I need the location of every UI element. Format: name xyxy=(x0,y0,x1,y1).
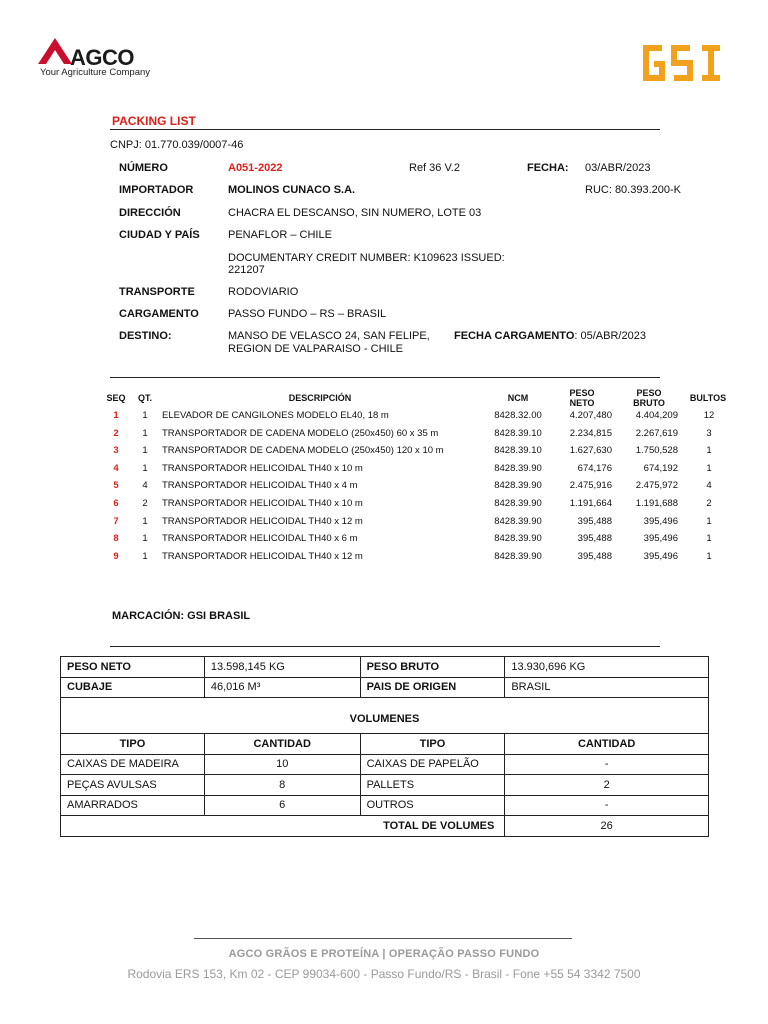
item-ncm: 8428.39.90 xyxy=(494,462,542,474)
volume-qty: 2 xyxy=(505,775,709,796)
volume-qty: - xyxy=(505,754,709,775)
footer-address: Rodovia ERS 153, Km 02 - CEP 99034-600 - Passo Fundo/RS - Brasil - Fone +55 54 3342 7500 xyxy=(127,967,641,981)
importador-value: MOLINOS CUNACO S.A. xyxy=(228,184,356,196)
peso-neto-value: 13.598,145 KG xyxy=(204,657,360,678)
direccion-label: DIRECCIÓN xyxy=(119,207,181,219)
volume-row xyxy=(61,754,709,775)
item-description: TRANSPORTADOR DE CADENA MODELO (250x450) 120 x 10 m xyxy=(162,445,444,457)
volumenes-row xyxy=(61,698,709,734)
item-seq: 2 xyxy=(113,427,119,439)
item-qty: 1 xyxy=(142,515,148,527)
col-ncm-header: NCM xyxy=(507,393,529,403)
cargamento-label: CARGAMENTO xyxy=(119,308,199,320)
item-description: TRANSPORTADOR DE CADENA MODELO (250x450) 60 x 35 m xyxy=(162,427,439,439)
item-ncm: 8428.39.90 xyxy=(494,498,542,509)
volume-type: PEÇAS AVULSAS xyxy=(61,775,205,796)
item-ncm: 8428.39.10 xyxy=(494,427,542,439)
item-ncm: 8428.39.90 xyxy=(494,533,542,545)
item-peso-neto: 1.627,630 xyxy=(569,445,612,457)
item-bultos: 4 xyxy=(706,480,712,492)
item-peso-bruto: 395,496 xyxy=(643,533,678,545)
item-peso-bruto: 4.404,209 xyxy=(635,410,678,421)
col-peso-bruto-header xyxy=(627,388,671,408)
item-peso-neto: 395,488 xyxy=(577,515,612,527)
importador-label: IMPORTADOR xyxy=(119,184,194,196)
item-qty: 1 xyxy=(142,533,148,545)
item-bultos: 1 xyxy=(706,550,712,562)
item-ncm: 8428.39.10 xyxy=(494,445,542,457)
volume-row xyxy=(61,775,709,796)
transporte-label: TRANSPORTE xyxy=(119,286,195,298)
peso-bruto-value: 13.930,696 KG xyxy=(505,657,709,678)
summary-table xyxy=(60,656,709,837)
item-peso-neto: 1.191,664 xyxy=(569,498,612,509)
item-peso-bruto: 2.267,619 xyxy=(635,427,678,439)
peso-neto-label: PESO NETO xyxy=(61,657,205,678)
volume-type: CAIXAS DE MADEIRA xyxy=(61,754,205,775)
marcacion: MARCACIÓN: GSI BRASIL xyxy=(112,610,251,622)
marcacion-divider xyxy=(110,646,660,647)
ref-value: Ref 36 V.2 xyxy=(409,162,460,174)
cnpj: CNPJ: 01.770.039/0007-46 xyxy=(110,139,244,151)
ciudad-value: PENAFLOR – CHILE xyxy=(228,229,332,241)
item-ncm: 8428.39.90 xyxy=(494,515,542,527)
volume-qty: 8 xyxy=(204,775,360,796)
item-description: TRANSPORTADOR HELICOIDAL TH40 x 10 m xyxy=(162,462,363,474)
item-bultos: 12 xyxy=(703,410,715,421)
volume-type: CAIXAS DE PAPELÃO xyxy=(360,754,505,775)
fecha-cargamento-label: FECHA CARGAMENTO xyxy=(454,330,575,342)
fecha-value: 03/ABR/2023 xyxy=(585,162,651,174)
item-description: TRANSPORTADOR HELICOIDAL TH40 x 4 m xyxy=(162,480,358,492)
item-description: TRANSPORTADOR HELICOIDAL TH40 x 12 m xyxy=(162,550,363,562)
volumenes-title: VOLUMENES xyxy=(61,698,709,734)
direccion-value: CHACRA EL DESCANSO, SIN NUMERO, LOTE 03 xyxy=(228,207,482,219)
summary-row xyxy=(61,657,709,678)
footer-company: AGCO GRÃOS E PROTEÍNA | OPERAÇÃO PASSO FUNDO xyxy=(228,948,540,960)
volume-qty: - xyxy=(505,795,709,816)
item-seq: 8 xyxy=(113,533,119,545)
tipo-header-1: TIPO xyxy=(61,734,205,755)
item-qty: 1 xyxy=(142,427,148,439)
item-peso-neto: 674,176 xyxy=(577,462,612,474)
item-qty: 1 xyxy=(142,462,148,474)
volume-type: AMARRADOS xyxy=(61,795,205,816)
peso-bruto-label: PESO BRUTO xyxy=(360,657,505,678)
item-seq: 1 xyxy=(113,410,119,421)
total-label: TOTAL DE VOLUMES xyxy=(61,816,505,837)
item-peso-neto: 395,488 xyxy=(577,533,612,545)
transporte-value: RODOVIARIO xyxy=(228,286,299,298)
item-peso-bruto: 395,496 xyxy=(643,515,678,527)
col-seq-header: SEQ xyxy=(106,393,126,403)
agco-triangle-logo-icon xyxy=(38,38,72,64)
item-qty: 1 xyxy=(142,445,148,457)
page-title: PACKING LIST xyxy=(112,114,196,128)
fecha-label: FECHA: xyxy=(527,162,569,174)
item-seq: 5 xyxy=(113,480,119,492)
item-bultos: 1 xyxy=(706,533,712,545)
volume-type: PALLETS xyxy=(360,775,505,796)
pais-label: PAIS DE ORIGEN xyxy=(360,677,505,698)
fecha-cargamento-value: : 05/ABR/2023 xyxy=(574,330,646,342)
item-peso-bruto: 674,192 xyxy=(643,462,678,474)
destino-label: DESTINO: xyxy=(119,330,172,342)
item-description: TRANSPORTADOR HELICOIDAL TH40 x 12 m xyxy=(162,515,363,527)
destino-line1: MANSO DE VELASCO 24, SAN FELIPE, xyxy=(228,330,430,342)
col-peso-bruto-line2: BRUTO xyxy=(633,398,665,408)
item-peso-neto: 4.207,480 xyxy=(569,410,612,421)
item-bultos: 2 xyxy=(706,498,712,509)
ruc-value: RUC: 80.393.200-K xyxy=(585,184,681,196)
item-seq: 9 xyxy=(113,550,119,562)
title-divider xyxy=(110,129,660,130)
col-bultos-header: BULTOS xyxy=(689,393,727,403)
item-bultos: 1 xyxy=(706,462,712,474)
item-qty: 1 xyxy=(142,410,148,421)
item-peso-bruto: 1.750,528 xyxy=(635,445,678,457)
item-qty: 4 xyxy=(142,480,148,492)
info-divider xyxy=(110,377,660,378)
item-description: TRANSPORTADOR HELICOIDAL TH40 x 6 m xyxy=(162,533,358,545)
item-seq: 7 xyxy=(113,515,119,527)
col-peso-neto-line2: NETO xyxy=(569,398,595,408)
item-qty: 2 xyxy=(142,498,148,509)
item-peso-bruto: 1.191,688 xyxy=(635,498,678,509)
item-ncm: 8428.39.90 xyxy=(494,550,542,562)
item-peso-bruto: 395,496 xyxy=(643,550,678,562)
item-seq: 4 xyxy=(113,462,119,474)
item-ncm: 8428.32.00 xyxy=(494,410,542,421)
col-peso-bruto-line1: PESO xyxy=(636,388,662,398)
item-seq: 6 xyxy=(113,498,119,509)
volume-type: OUTROS xyxy=(360,795,505,816)
pais-value: BRASIL xyxy=(505,677,709,698)
cantidad-header-2: CANTIDAD xyxy=(505,734,709,755)
col-desc-header: DESCRIPCIÓN xyxy=(288,393,352,403)
item-qty: 1 xyxy=(142,550,148,562)
numero-value: A051-2022 xyxy=(228,162,283,174)
item-peso-neto: 395,488 xyxy=(577,550,612,562)
agco-tagline: Your Agriculture Company xyxy=(40,67,151,78)
summary-row xyxy=(61,677,709,698)
fecha-cargamento xyxy=(454,330,646,342)
cubaje-label: CUBAJE xyxy=(61,677,205,698)
cubaje-value: 46,016 M³ xyxy=(204,677,360,698)
volumes-header-row xyxy=(61,734,709,755)
volume-qty: 10 xyxy=(204,754,360,775)
col-qt-header: QT. xyxy=(137,393,152,403)
agco-logo-text: AGCO xyxy=(70,45,134,70)
gsi-logo-icon xyxy=(640,42,724,84)
total-row xyxy=(61,816,709,837)
cantidad-header-1: CANTIDAD xyxy=(204,734,360,755)
footer-divider xyxy=(194,938,572,939)
item-ncm: 8428.39.90 xyxy=(494,480,542,492)
destino-line2: REGION DE VALPARAISO - CHILE xyxy=(228,343,404,355)
credit-number-line1: DOCUMENTARY CREDIT NUMBER: K109623 ISSUED: xyxy=(228,252,505,264)
item-peso-neto: 2.234,815 xyxy=(569,427,612,439)
numero-label: NÚMERO xyxy=(119,162,168,174)
item-description: TRANSPORTADOR HELICOIDAL TH40 x 10 m xyxy=(162,498,363,509)
item-description: ELEVADOR DE CANGILONES MODELO EL40, 18 m xyxy=(162,410,389,421)
item-peso-neto: 2.475,916 xyxy=(569,480,612,492)
col-peso-neto-line1: PESO xyxy=(569,388,595,398)
volume-qty: 6 xyxy=(204,795,360,816)
item-bultos: 1 xyxy=(706,515,712,527)
credit-number-line2: 221207 xyxy=(228,264,265,276)
col-peso-neto-header xyxy=(560,388,604,408)
item-bultos: 1 xyxy=(706,445,712,457)
total-value: 26 xyxy=(505,816,709,837)
volume-row xyxy=(61,795,709,816)
ciudad-label: CIUDAD Y PAÍS xyxy=(119,229,200,241)
item-peso-bruto: 2.475,972 xyxy=(635,480,678,492)
item-bultos: 3 xyxy=(706,427,712,439)
tipo-header-2: TIPO xyxy=(360,734,505,755)
item-seq: 3 xyxy=(113,445,119,457)
cargamento-value: PASSO FUNDO – RS – BRASIL xyxy=(228,308,387,320)
